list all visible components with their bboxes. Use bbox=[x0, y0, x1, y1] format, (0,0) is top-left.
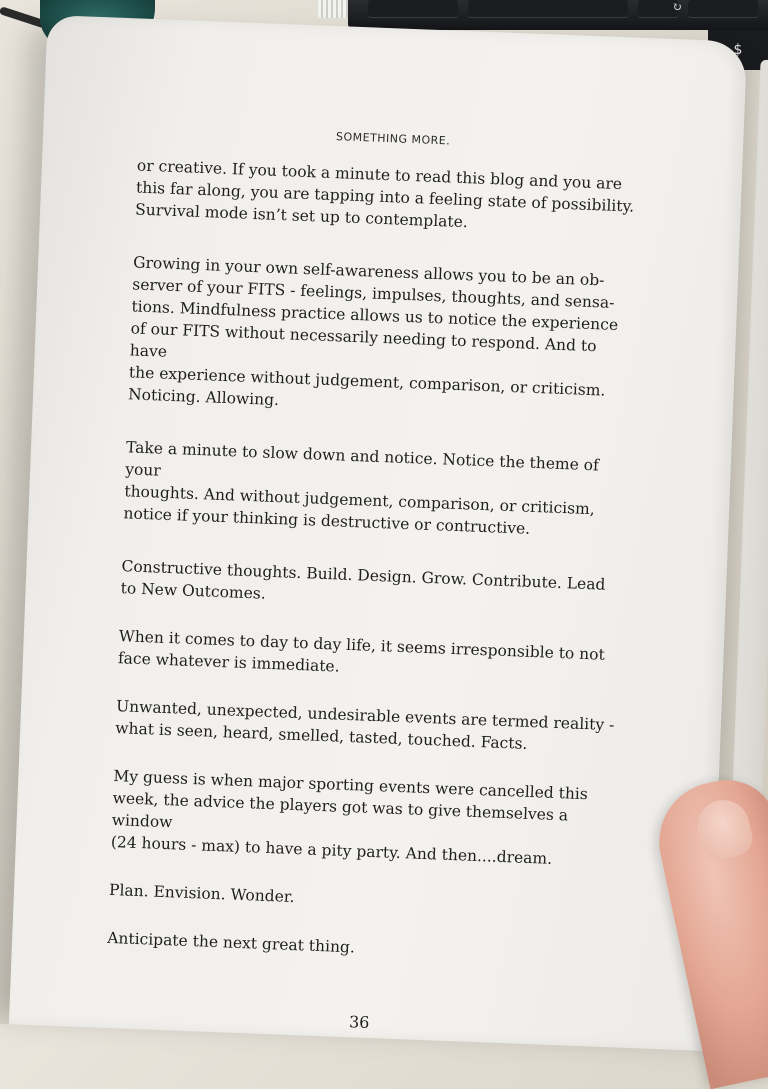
paragraph: Growing in your own self-awareness allows you to be an ob- server of your FITS - feelings, impulses, thoughts, and sensa- tions. Mindfulness practice allows us to notice the experience of our FITS without necessarily needing to respond. And to have the experience without judgement, comparison, or criticism. Noticing. Allowing. bbox=[127, 253, 619, 410]
paragraph: My guess is when major sporting events were cancelled this week, the advice the players got was to give themselves a window (24 hours - max) to have a pity party. And then....dream. bbox=[110, 767, 589, 868]
paragraph: Take a minute to slow down and notice. Notice the theme of your thoughts. And without judgement, comparison, or criticism, notice if your thinking is destructive or contructive. bbox=[123, 438, 600, 538]
keyboard-key bbox=[468, 0, 628, 18]
paragraph: Plan. Envision. Wonder. bbox=[108, 880, 295, 907]
paragraph: Unwanted, unexpected, undesirable events are termed reality - what is seen, heard, smelled, tasted, touched. Facts. bbox=[114, 697, 615, 753]
page-body bbox=[106, 154, 637, 999]
book-page bbox=[9, 15, 747, 1051]
keyboard-key bbox=[688, 0, 758, 18]
keyboard-key bbox=[368, 0, 458, 18]
circular-arrow-icon: ↻ bbox=[671, 0, 683, 14]
running-header: SOMETHING MORE. bbox=[335, 130, 451, 148]
paragraph: Constructive thoughts. Build. Design. Grow. Contribute. Lead to New Outcomes. bbox=[120, 557, 606, 603]
paragraph: or creative. If you took a minute to read this blog and you are this far along, you are tapping into a feeling state of possibility. Survival mode isn’t set up to contemplate. bbox=[134, 156, 635, 232]
keyboard bbox=[348, 0, 768, 30]
page-number: 36 bbox=[348, 1012, 370, 1033]
dollar-key: $ bbox=[708, 30, 768, 70]
paragraph: Anticipate the next great thing. bbox=[106, 928, 356, 957]
paragraph: When it comes to day to day life, it seems irresponsible to not face whatever is immediate. bbox=[117, 627, 606, 676]
